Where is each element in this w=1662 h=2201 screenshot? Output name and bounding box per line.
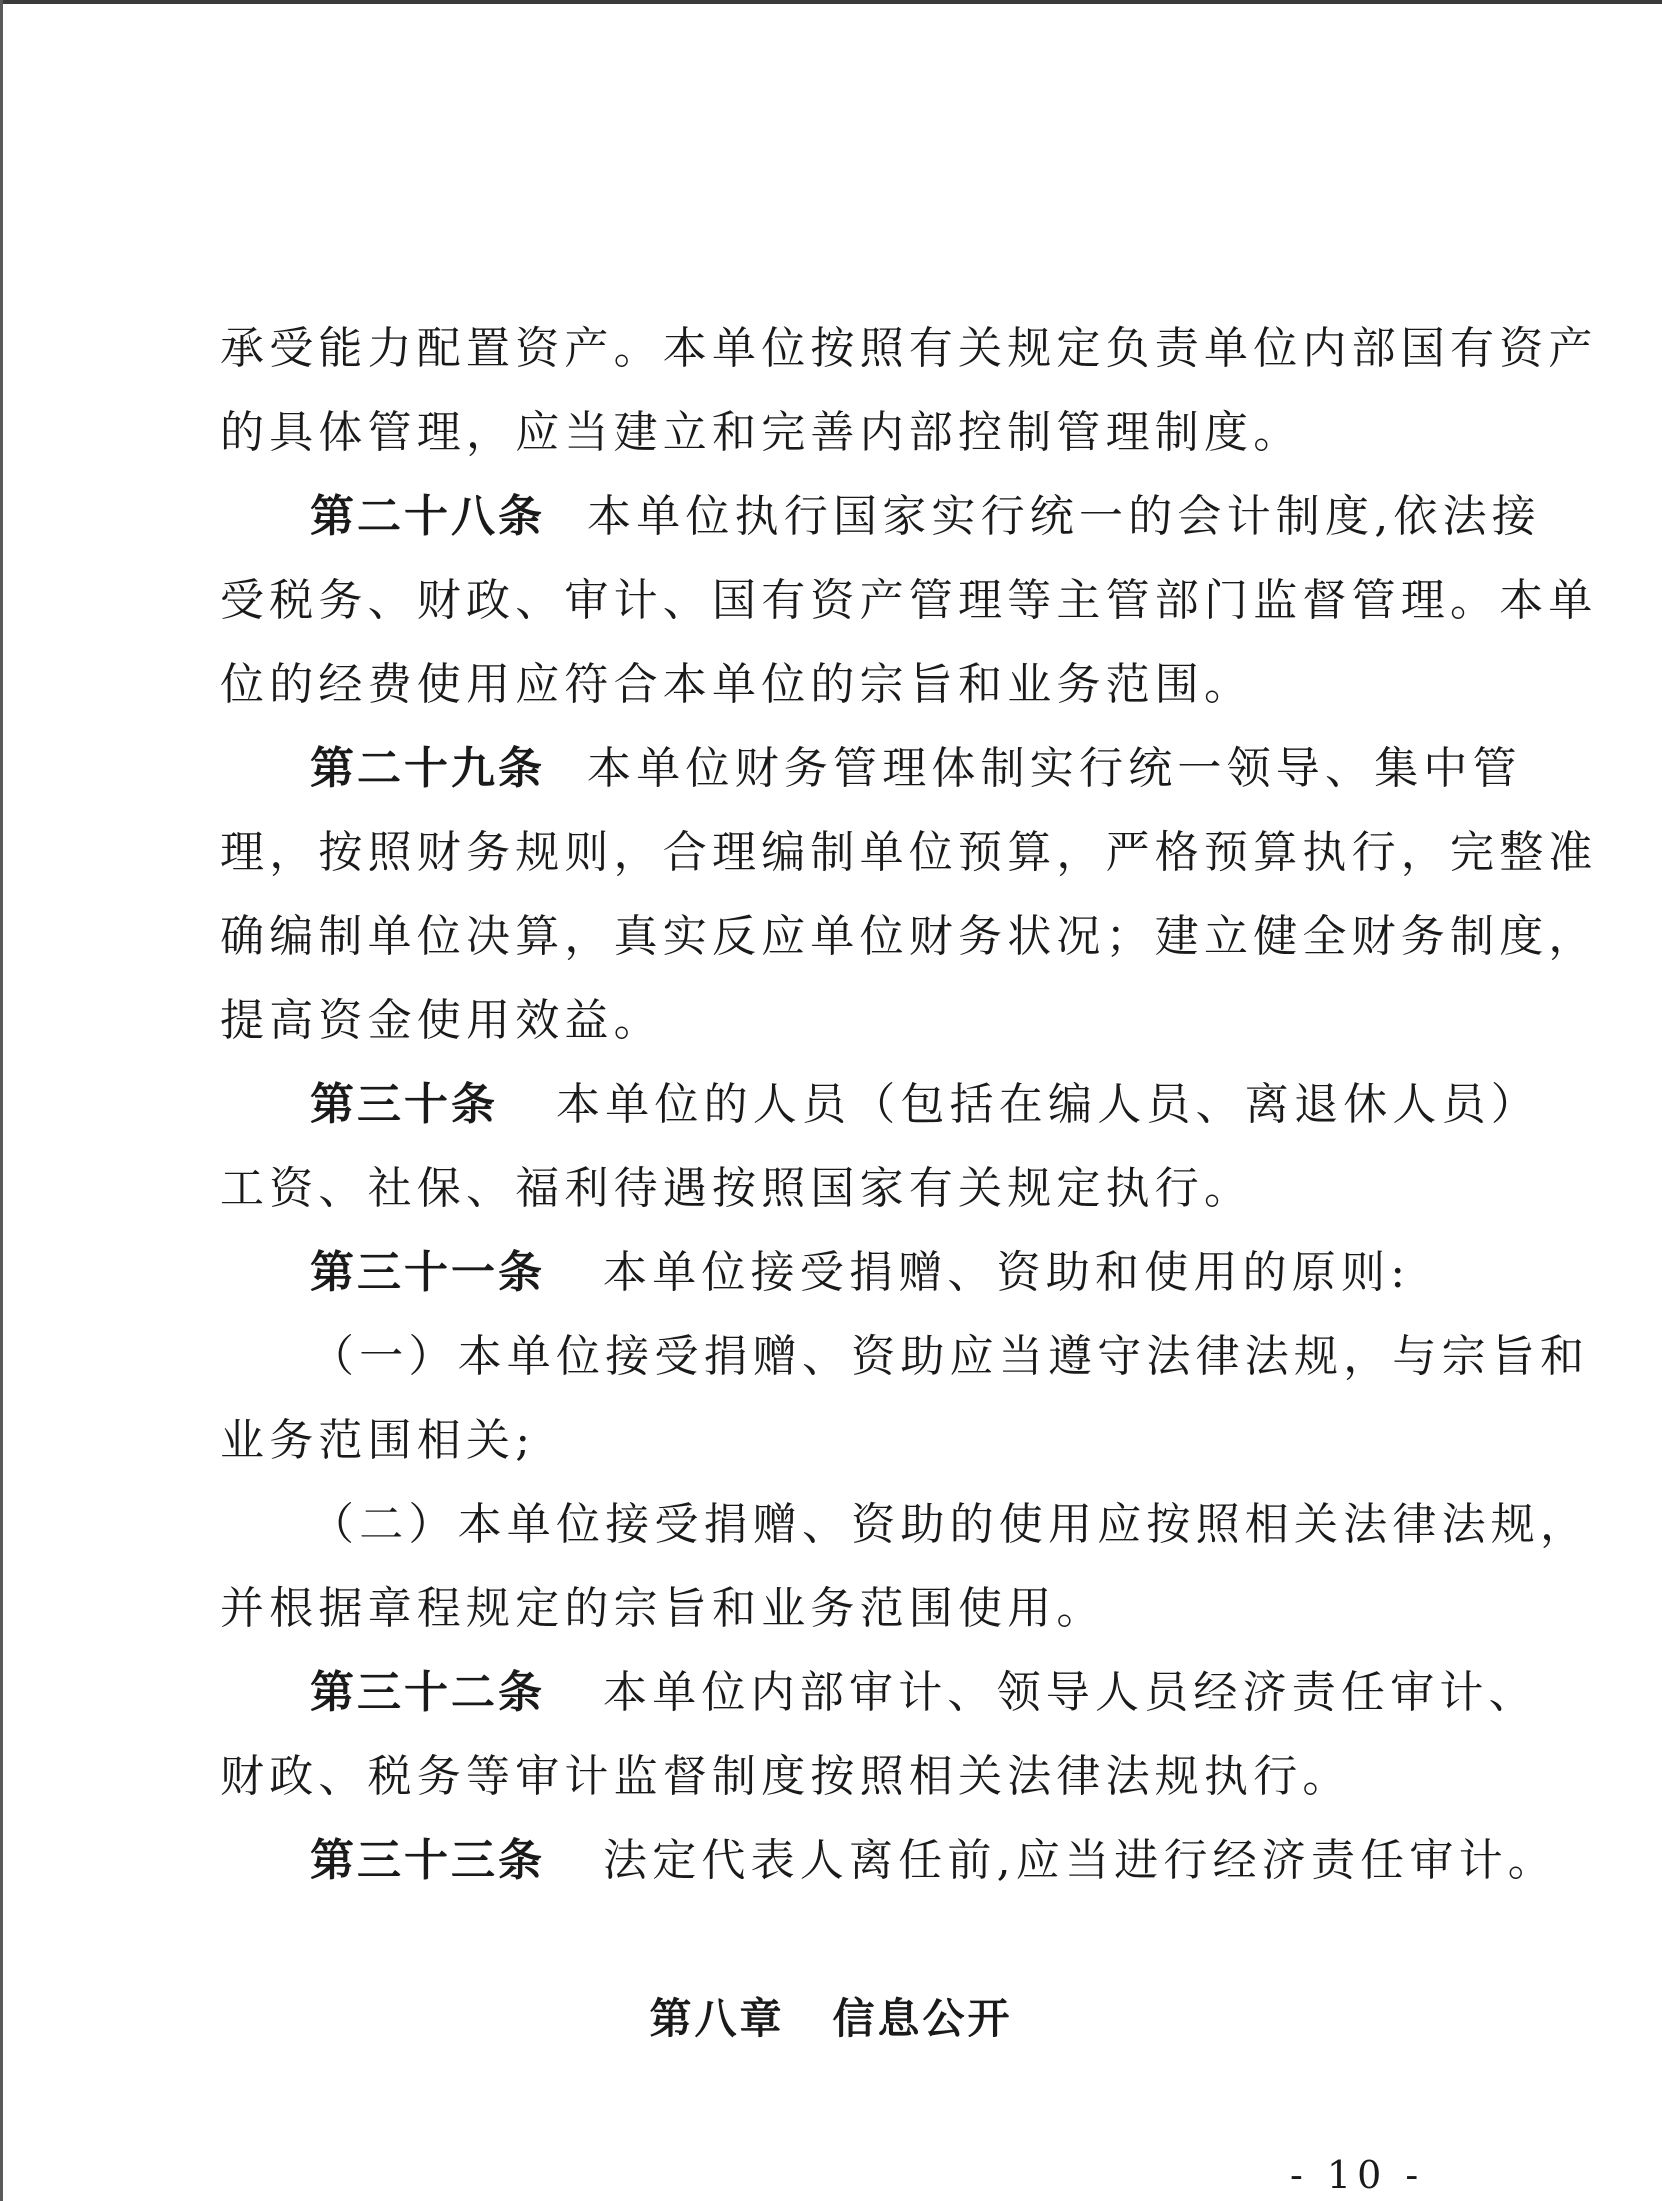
chapter-title: 信息公开 (832, 1994, 1013, 2043)
text-line: 位的经费使用应符合本单位的宗旨和业务范围。 (220, 659, 1254, 710)
chapter-number: 第八章 (649, 1994, 785, 2043)
page-number: - 10 - (1290, 2153, 1425, 2197)
article-33-first-line (310, 1831, 1557, 1891)
text-span: 本单位执行国家实行统一的会计制度,依法接 (587, 491, 1541, 542)
article-heading: 第三十二条 (310, 1667, 545, 1718)
text-line: 确编制单位决算，真实反应单位财务状况；建立健全财务制度， (220, 911, 1598, 962)
article-heading: 第二十九条 (310, 743, 545, 794)
text-line: 承受能力配置资产。本单位按照有关规定负责单位内部国有资产 (220, 323, 1598, 374)
list-item-line: （一）本单位接受捐赠、资助应当遵守法律法规，与宗旨和 (310, 1331, 1590, 1382)
article-31-first-line (310, 1243, 1410, 1303)
article-heading: 第三十三条 (310, 1835, 545, 1886)
text-line: 的具体管理，应当建立和完善内部控制管理制度。 (220, 407, 1303, 458)
text-span: 法定代表人离任前,应当进行经济责任审计。 (603, 1835, 1557, 1886)
chapter-heading (0, 1989, 1662, 2049)
text-span: 本单位接受捐赠、资助和使用的原则: (603, 1247, 1411, 1298)
scan-edge-top (0, 0, 1662, 4)
article-heading: 第三十一条 (310, 1247, 545, 1298)
text-line: 财政、税务等审计监督制度按照相关法律法规执行。 (220, 1751, 1352, 1802)
article-29-first-line (310, 739, 1522, 799)
text-span: 本单位内部审计、领导人员经济责任审计、 (603, 1667, 1538, 1718)
text-line: 理，按照财务规则，合理编制单位预算，严格预算执行，完整准 (220, 827, 1598, 878)
article-heading: 第二十八条 (310, 491, 545, 542)
article-28-first-line (310, 487, 1541, 547)
list-item-line: （二）本单位接受捐赠、资助的使用应按照相关法律法规， (310, 1499, 1590, 1550)
text-line: 提高资金使用效益。 (220, 995, 663, 1046)
text-line: 业务范围相关; (220, 1415, 536, 1466)
text-span: 本单位财务管理体制实行统一领导、集中管 (587, 743, 1522, 794)
text-line: 工资、社保、福利待遇按照国家有关规定执行。 (220, 1163, 1254, 1214)
scan-edge-left (0, 0, 3, 2201)
article-heading: 第三十条 (310, 1079, 498, 1130)
article-32-first-line (310, 1663, 1538, 1723)
article-30-first-line (310, 1075, 1540, 1135)
text-line: 并根据章程规定的宗旨和业务范围使用。 (220, 1583, 1106, 1634)
text-span: 本单位的人员（包括在编人员、离退休人员） (556, 1079, 1540, 1130)
text-line: 受税务、财政、审计、国有资产管理等主管部门监督管理。本单 (220, 575, 1598, 626)
